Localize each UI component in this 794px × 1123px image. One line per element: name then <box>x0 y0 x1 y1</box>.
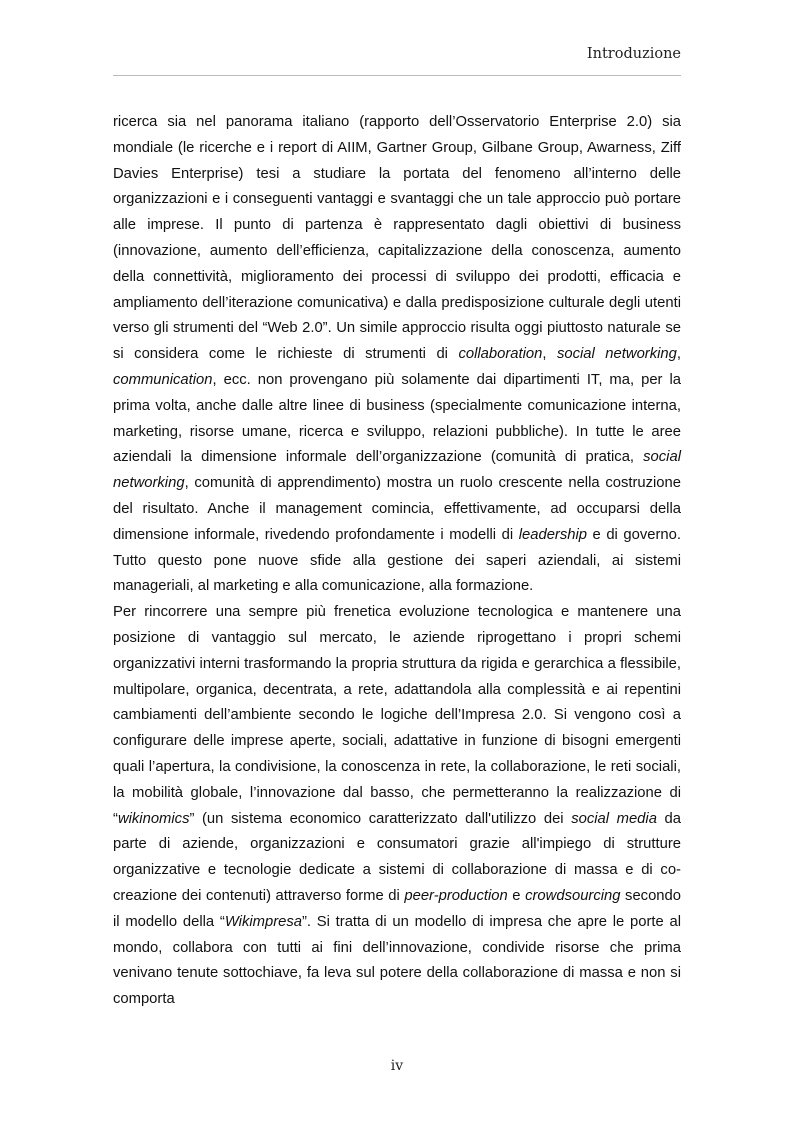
paragraph <box>113 600 681 1013</box>
italic-term: Wikimpresa <box>224 913 302 930</box>
text-run: ”. Si tratta di un modello di impresa che apre le porte al mondo, collabora con tutti ai fini dell’innovazione, condivide risorse che prima venivano tenute sottochiave, fa leva sul potere della collaborazione di massa e non si comporta <box>113 913 682 1008</box>
body-text <box>113 110 681 1013</box>
italic-term: communication <box>113 371 213 388</box>
text-run: da parte di aziende, organizzazioni e consumatori grazie all'impiego di strutture organizzative e tecnologie dedicate a sistemi di collaborazione di massa e di co-creazione dei contenuti) attraverso forme di <box>113 810 681 904</box>
header-rule <box>113 75 681 76</box>
italic-term: collaboration <box>458 346 543 363</box>
text-run: secondo il modello della “ <box>113 887 681 930</box>
text-run: , ecc. non provengano più solamente dai dipartimenti IT, ma, per la prima volta, anche dalle altre linee di business (specialmente comunicazione interna, marketing, risorse umane, ricerca e sviluppo, relazioni pubbliche). In tutte le aree aziendali la dimensione informale dell’organizzazione (comunità di pratica, <box>113 371 681 466</box>
running-head-title: Introduzione <box>586 46 681 62</box>
text-run: , <box>676 346 681 363</box>
italic-term: leadership <box>518 526 587 543</box>
italic-term: social networking <box>113 449 681 492</box>
italic-term: peer-production <box>404 887 508 904</box>
italic-term: wikinomics <box>117 810 190 827</box>
text-run: e di governo. Tutto questo pone nuove sfide alla gestione dei saperi aziendali, ai sistemi manageriali, al marketing e alla comunicazione, alla formazione. <box>113 526 681 595</box>
italic-term: social networking <box>556 346 677 363</box>
paragraph <box>113 110 681 600</box>
italic-term: crowdsourcing <box>525 887 621 904</box>
text-run: , <box>542 346 557 363</box>
page-number: iv <box>390 1058 404 1074</box>
italic-term: social media <box>571 810 657 827</box>
text-run: e <box>507 887 526 904</box>
text-run: , comunità di apprendimento) mostra un ruolo crescente nella costruzione del risultato. Anche il management comincia, effettivamente, ad occuparsi della dimensione informale, rivedendo profondamente i modelli di <box>113 475 681 543</box>
text-run: Per rincorrere una sempre più frenetica evoluzione tecnologica e mantenere una posizione di vantaggio sul mercato, le aziende riprogettano i propri schemi organizzativi interni trasformando la propria struttura da rigida e gerarchica a flessibile, multipolare, organica, decentrata, a rete, adattandola alla complessità e ai repentini cambiamenti dell’ambiente secondo le logiche dell’Impresa 2.0. Si vengono così a configurare delle imprese aperte, sociali, adattative in funzione di bisogni emergenti quali l’apertura, la condivisione, la conoscenza in rete, la collaborazione, le reti sociali, la mobilità globale, l’innovazione dal basso, che permetteranno la realizzazione di “ <box>113 604 681 827</box>
text-run: ricerca sia nel panorama italiano (rapporto dell’Osservatorio Enterprise 2.0) sia mondiale (le ricerche e i report di AIIM, Gartner Group, Gilbane Group, Awarness, Ziff Davies Enterprise) tesi a studiare la portata del fenomeno all’interno delle organizzazioni e i conseguenti vantaggi e svantaggi che un tale approccio può portare alle imprese. Il punto di partenza è rappresentato dagli obiettivi di business (innovazione, aumento dell’efficienza, capitalizzazione della conoscenza, aumento della connettività, miglioramento dei processi di sviluppo dei prodotti, efficacia e ampliamento dell’iterazione comunicativa) e dalla predisposizione culturale degli utenti verso gli strumenti del “Web 2.0”. Un simile approccio risulta oggi piuttosto naturale se si considera come le richieste di strumenti di <box>113 114 681 363</box>
text-run: ” (un sistema economico caratterizzato dall'utilizzo dei <box>189 810 572 827</box>
